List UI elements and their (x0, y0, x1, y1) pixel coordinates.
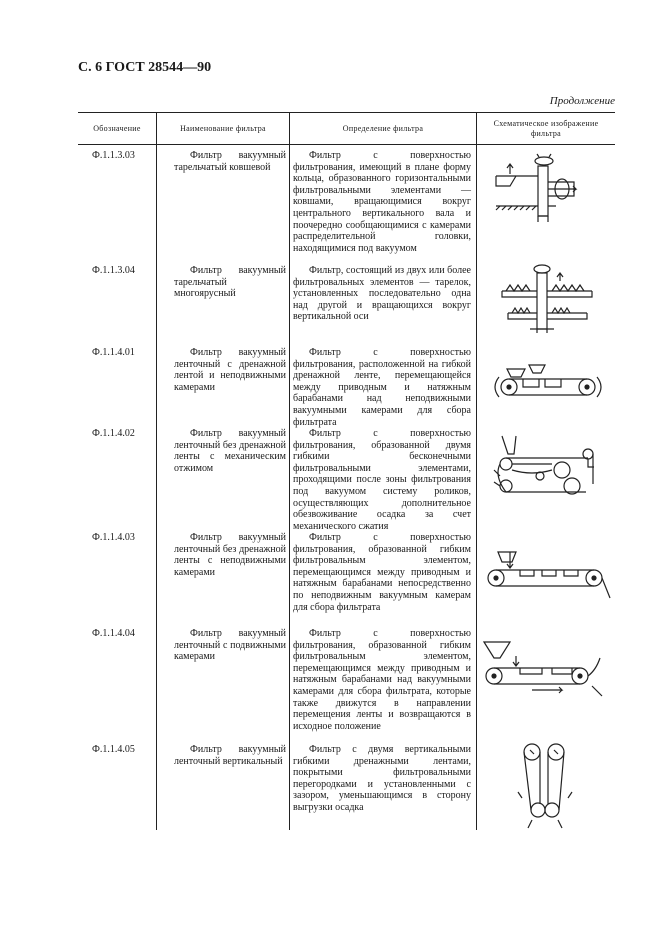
row-code: Ф.1.1.4.05 (92, 744, 135, 755)
row-name: Фильтр вакуумный ленточный с дренажной лентой и неподвижными камерами (174, 347, 286, 393)
column-header-code: Обозначение (93, 123, 141, 133)
continuation-label: Продолжение (549, 95, 615, 107)
column-header-schema: Схематическое изображение фильтра (493, 118, 599, 138)
belt-press-filter-diagram (492, 430, 607, 505)
row-name: Фильтр вакуумный тарельчатый многоярусный (174, 265, 286, 300)
row-definition: Фильтр с поверхностью фильтрования, образованной гибким фильтровальным элементом, перемещающимся между приводным и натяжным барабанами непосредственно по неподвижным вакуумным камерам для сбора фильтрата (293, 532, 471, 613)
row-definition: Фильтр с поверхностью фильтрования, имеющий в плане форму кольца, образованного горизонтальными фильтровальными элементами — ковшами, вращающимися вокруг центрального вертикального вала и поочередно сообщающимися с камерами распределительной головки, находящимися под вакуумом (293, 150, 471, 254)
vertical-belt-filter-diagram (510, 742, 580, 830)
column-divider (476, 113, 477, 830)
row-definition: Фильтр с поверхностью фильтрования, образованной двумя гибкими бесконечными фильтровальными элементами, проходящими после зоны фильтрования под вакуумом систему роликов, осуществляющих дополнительное обезвоживание осадка за счет механического сжатия (293, 428, 471, 532)
column-divider (289, 113, 290, 830)
row-code: Ф.1.1.4.03 (92, 532, 135, 543)
row-code: Ф.1.1.4.04 (92, 628, 135, 639)
row-code: Ф.1.1.3.03 (92, 150, 135, 161)
multitier-disc-filter-diagram (500, 263, 600, 333)
belt-filter-fixed-chambers-diagram (493, 355, 608, 405)
row-definition: Фильтр, состоящий из двух или более фильтровальных элементов — тарелок, установленных последовательно одна над другой и вращающихся вокруг вертикальной оси (293, 265, 471, 323)
row-name: Фильтр вакуумный ленточный с подвижными камерами (174, 628, 286, 663)
row-code: Ф.1.1.3.04 (92, 265, 135, 276)
row-definition: Фильтр с поверхностью фильтрования, образованной гибким фильтровальным элементом, перемещающимся между приводным и натяжным барабанами над вакуумными камерами для сбора фильтрата, которые также движутся в направлении перемещения ленты и возвращаются в исходное положение (293, 628, 471, 732)
column-header-definition: Определение фильтра (342, 123, 424, 133)
belt-filter-moving-chambers-diagram (480, 638, 610, 698)
row-name: Фильтр вакуумный тарельчатый ковшевой (174, 150, 286, 173)
row-definition: Фильтр с поверхностью фильтрования, расположенной на гибкой дренажной ленте, перемещающейся между приводным и натяжным барабанами над неподвижными вакуумными камерами для сбора фильтрата (293, 347, 471, 428)
row-code: Ф.1.1.4.01 (92, 347, 135, 358)
table-header-rule (78, 144, 615, 145)
belt-filter-no-drainage-diagram (484, 548, 614, 598)
row-name: Фильтр вакуумный ленточный без дренажной ленты с механическим отжимом (174, 428, 286, 474)
bowl-filter-diagram (492, 152, 602, 232)
page-title: С. 6 ГОСТ 28544—90 (78, 60, 212, 75)
row-code: Ф.1.1.4.02 (92, 428, 135, 439)
row-name: Фильтр вакуумный ленточный без дренажной ленты с неподвижными камерами (174, 532, 286, 578)
column-header-name: Наименование фильтра (180, 123, 266, 133)
row-definition: Фильтр с двумя вертикальными гибкими дренажными лентами, покрытыми фильтровальными перегородками и установленными с зазором, уменьшающимся в сторону выгрузки осадка (293, 744, 471, 813)
row-name: Фильтр вакуумный ленточный вертикальный (174, 744, 286, 767)
column-divider (156, 113, 157, 830)
